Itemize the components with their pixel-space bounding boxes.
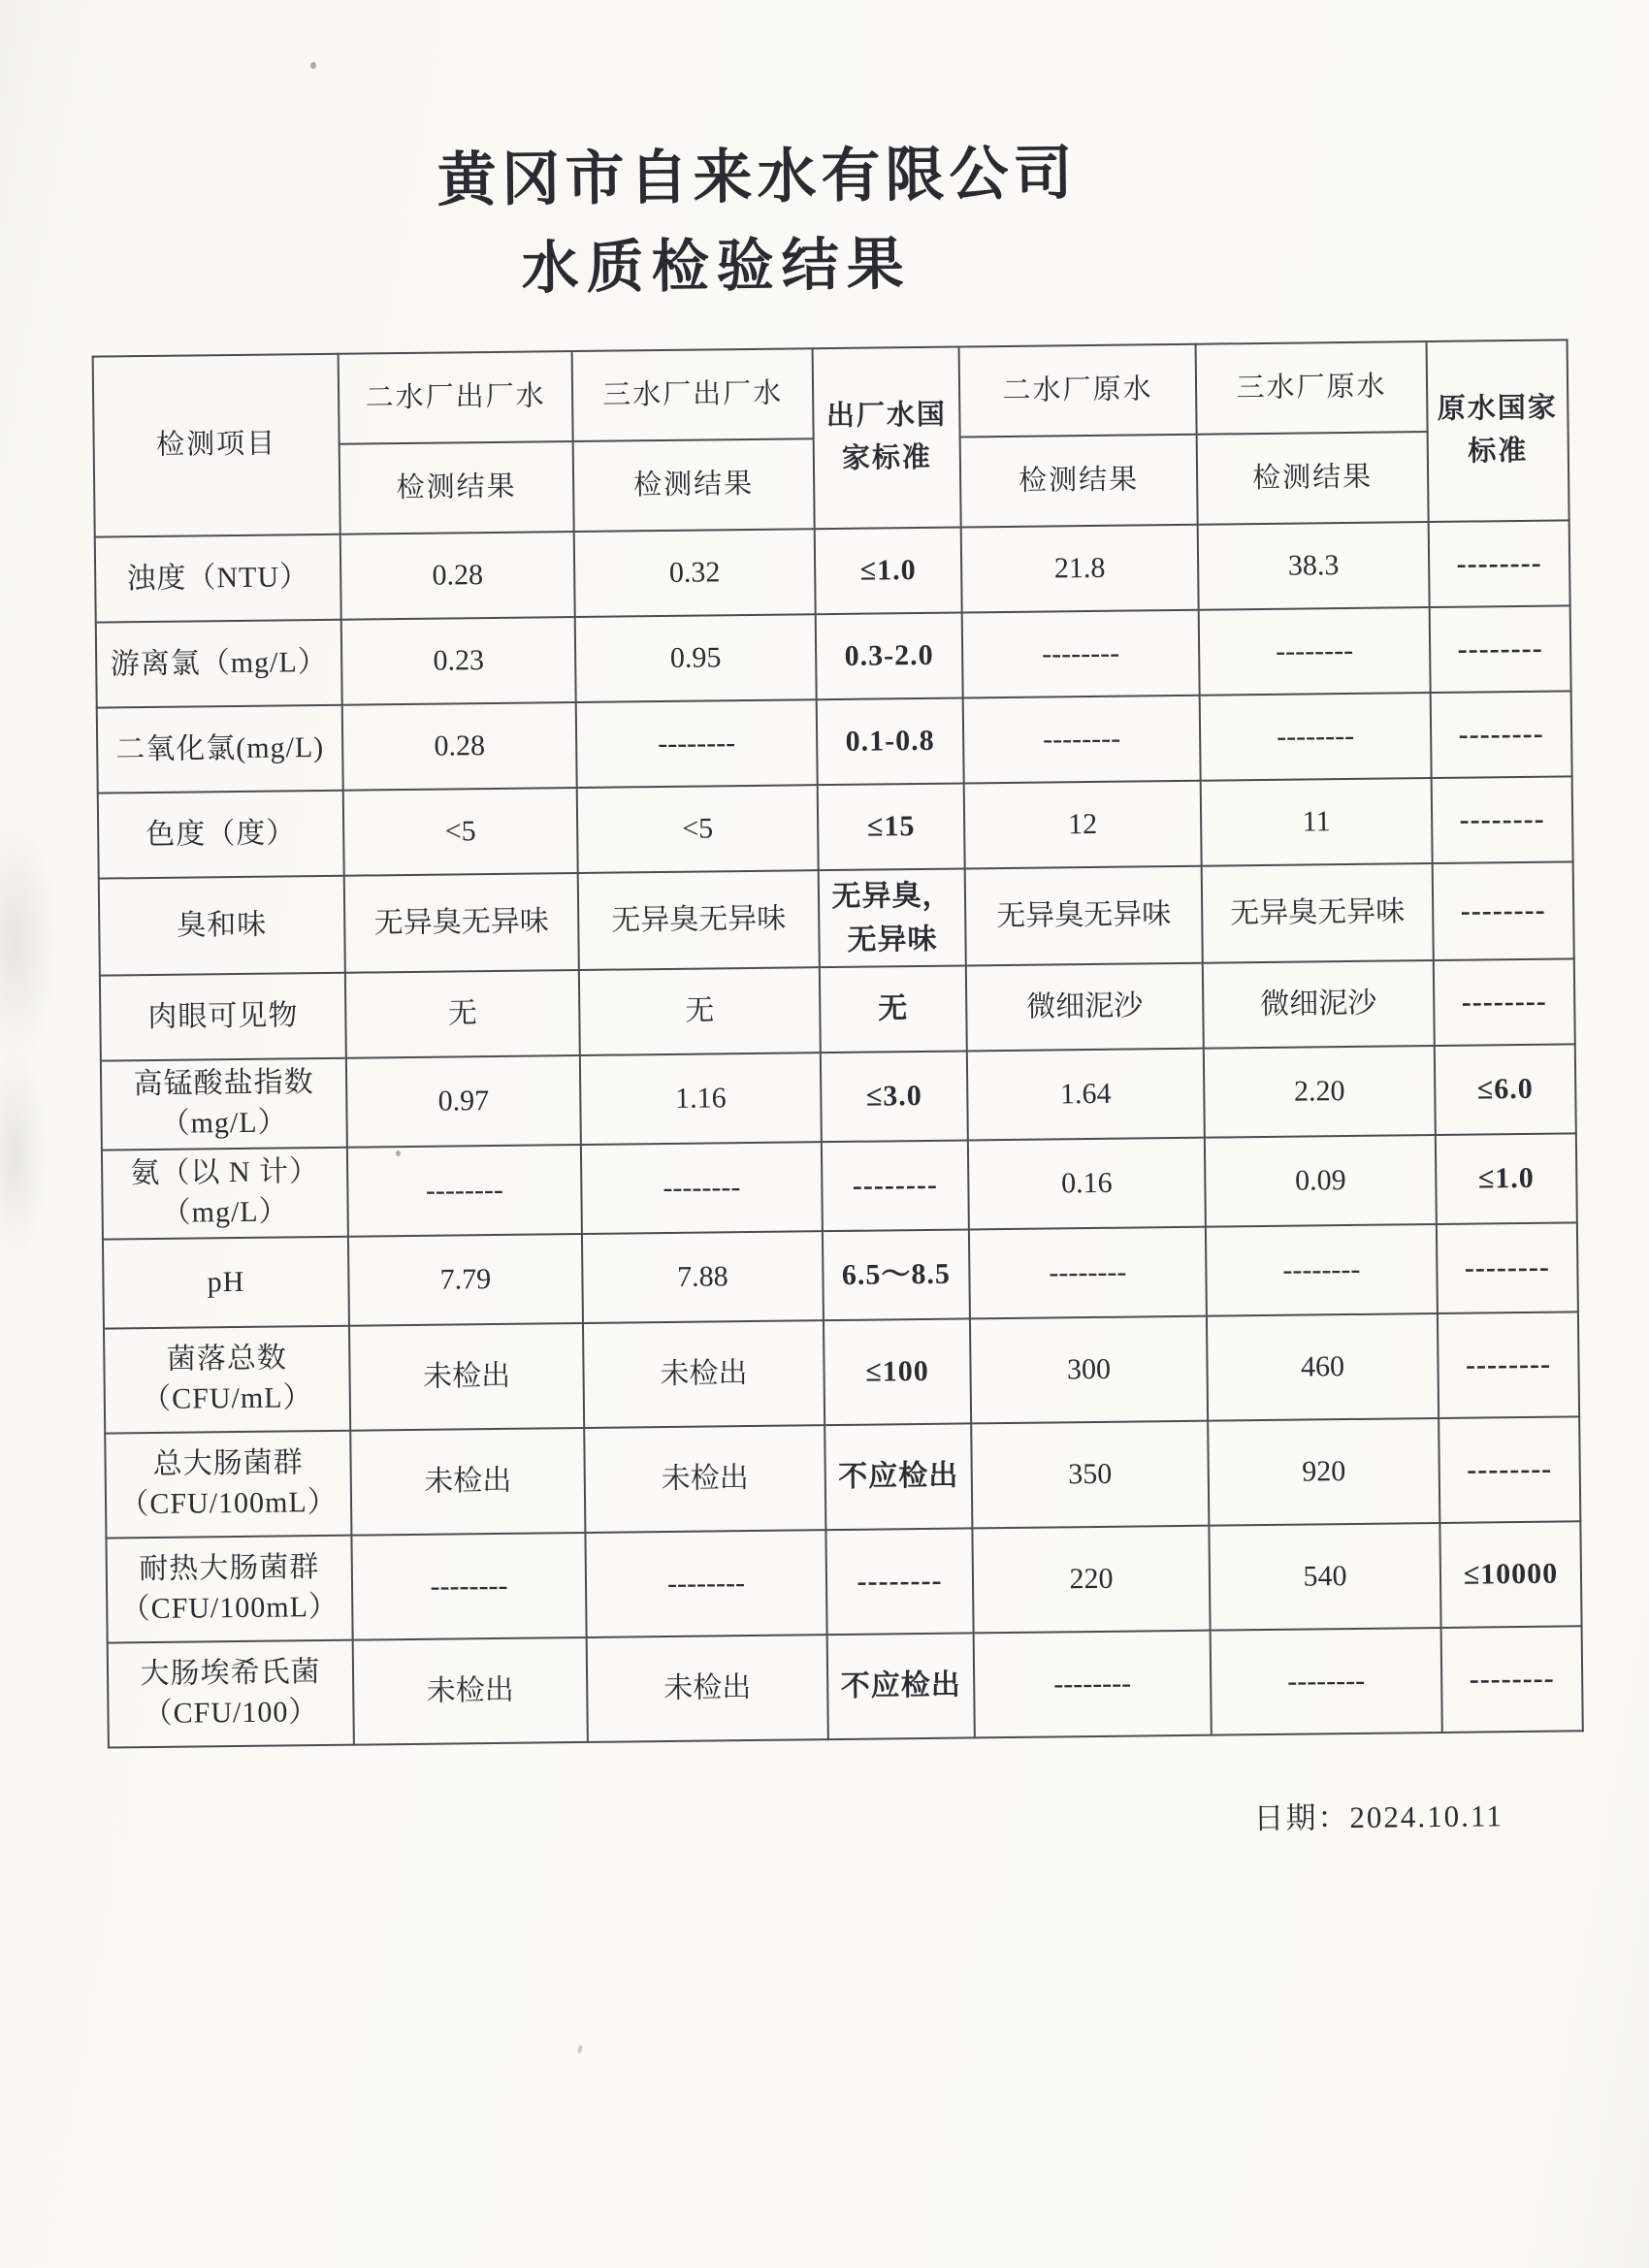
standard-cell: -------- [1441, 1626, 1583, 1733]
header-result-label: 检测结果 [340, 441, 574, 535]
result-cell: 0.95 [575, 614, 817, 702]
table-row [101, 1044, 1576, 1150]
result-cell: 0.28 [342, 702, 577, 791]
item-label-cell: 肉眼可见物 [100, 973, 346, 1061]
table-row [100, 958, 1575, 1060]
standard-cell: -------- [1439, 1416, 1580, 1523]
result-cell: 无 [579, 967, 821, 1055]
result-cell: 0.16 [968, 1138, 1206, 1230]
standard-cell: ≤3.0 [821, 1051, 968, 1142]
table-row [96, 605, 1571, 707]
standard-cell: -------- [1434, 958, 1575, 1046]
result-cell: 12 [964, 781, 1202, 869]
scan-speck [310, 62, 316, 69]
standard-cell: 6.5～8.5 [823, 1229, 970, 1320]
item-label-cell: 浊度（NTU） [95, 535, 341, 623]
item-label-cell: 游离氯（mg/L） [96, 620, 342, 708]
header-plant2-outlet: 二水厂出厂水 [339, 351, 573, 444]
table-row [102, 1133, 1577, 1239]
standard-cell [819, 868, 966, 967]
result-cell: 7.79 [348, 1234, 583, 1326]
header-raw-standard-label: 原水国家标准 [1437, 392, 1559, 468]
result-cell: -------- [1199, 607, 1431, 696]
standard-cell: -------- [1431, 691, 1572, 778]
standard-cell: ≤100 [824, 1318, 971, 1425]
result-cell: 2.20 [1204, 1046, 1436, 1138]
result-cell: -------- [962, 610, 1200, 698]
result-cell: 未检出 [584, 1425, 825, 1533]
item-label-cell: 色度（度） [98, 791, 344, 879]
header-plant2-raw: 二水厂原水 [959, 344, 1197, 437]
document-content [89, 115, 1583, 1850]
header-plant3-raw: 三水厂原水 [1196, 341, 1428, 435]
result-cell: -------- [963, 696, 1201, 784]
standard-cell: ≤1.0 [815, 527, 962, 614]
standard-cell: ≤15 [818, 783, 965, 870]
standard-cell: 不应检出 [824, 1423, 972, 1530]
result-cell: -------- [1211, 1628, 1442, 1735]
standard-cell: -------- [1429, 520, 1570, 607]
standard-cell: 0.3-2.0 [816, 612, 963, 699]
header-result-label: 检测结果 [1197, 432, 1429, 525]
result-cell: -------- [1206, 1224, 1438, 1316]
result-cell: 1.16 [580, 1053, 822, 1145]
item-label-cell: 大肠埃希氏菌 （CFU/100） [108, 1640, 354, 1748]
item-label-cell: 臭和味 [99, 876, 345, 976]
result-cell: 无异臭无异味 [1202, 863, 1434, 963]
table-row [103, 1222, 1578, 1328]
result-cell: -------- [351, 1533, 586, 1640]
result-cell: 无 [345, 970, 580, 1058]
standard-cell: ≤6.0 [1435, 1044, 1576, 1135]
result-cell: 未检出 [350, 1428, 585, 1536]
scan-speck [577, 2045, 584, 2055]
result-cell: 0.09 [1205, 1135, 1437, 1227]
table-row [104, 1312, 1579, 1433]
item-label-cell: pH [103, 1237, 349, 1329]
result-cell: 微细泥沙 [1203, 960, 1435, 1049]
header-plant3-outlet: 三水厂出厂水 [572, 348, 814, 441]
table-row [97, 691, 1572, 793]
result-cell: 0.97 [346, 1055, 581, 1148]
standard-cell: -------- [1438, 1312, 1579, 1418]
result-cell: 无异臭无异味 [578, 870, 820, 970]
item-label-cell: 总大肠菌群 （CFU/100mL） [105, 1431, 351, 1539]
result-cell: 0.32 [574, 529, 816, 617]
company-title: 黄冈市自来水有限公司 [436, 139, 1078, 215]
result-cell: 540 [1209, 1523, 1440, 1631]
result-cell: 460 [1207, 1313, 1439, 1421]
result-cell: 920 [1208, 1418, 1439, 1526]
result-cell: 7.88 [582, 1231, 824, 1323]
standard-cell: 0.1-0.8 [817, 697, 964, 785]
water-quality-table [92, 339, 1584, 1748]
header-row-groups [93, 340, 1568, 446]
result-cell: -------- [974, 1631, 1212, 1738]
result-cell: -------- [1200, 693, 1432, 781]
result-cell: -------- [969, 1227, 1207, 1319]
table-row [99, 861, 1574, 975]
header-result-label: 检测结果 [960, 435, 1198, 528]
report-date: 日期：2024.10.11 [1253, 1798, 1504, 1836]
standard-cell: -------- [1430, 605, 1571, 693]
result-cell: 350 [971, 1421, 1209, 1529]
standard-cell-text: 无异臭，无异味 [831, 879, 953, 956]
standard-cell: 不应检出 [827, 1633, 975, 1739]
table-row [108, 1626, 1583, 1747]
result-cell: 1.64 [967, 1049, 1205, 1141]
result-cell: -------- [581, 1142, 823, 1234]
item-label-cell: 耐热大肠菌群 （CFU/100mL） [106, 1536, 352, 1643]
result-cell: -------- [347, 1145, 582, 1237]
item-label-cell: 高锰酸盐指数 （mg/L） [101, 1058, 347, 1150]
result-cell: 未检出 [587, 1635, 828, 1742]
item-label-cell: 菌落总数 （CFU/mL） [104, 1326, 350, 1434]
standard-cell: 无 [820, 965, 967, 1053]
result-cell: 未检出 [353, 1637, 588, 1745]
header-outlet-standard-label: 出厂水国家标准 [825, 400, 948, 474]
report-title: 水质检验结果 [521, 230, 912, 302]
table-row [106, 1521, 1581, 1642]
standard-cell: -------- [1437, 1222, 1578, 1313]
result-cell: 未检出 [583, 1320, 824, 1428]
table-row [95, 520, 1570, 622]
header-item-column: 检测项目 [93, 354, 340, 537]
result-cell: 11 [1201, 778, 1433, 866]
item-label-cell: 氨（以 N 计） （mg/L） [102, 1148, 348, 1240]
standard-cell: ≤1.0 [1436, 1133, 1577, 1224]
result-cell: 0.23 [341, 617, 576, 705]
standard-cell: -------- [1433, 861, 1574, 960]
result-cell: 300 [970, 1316, 1208, 1424]
result-cell: 无异臭无异味 [344, 873, 579, 973]
result-cell: 38.3 [1198, 522, 1430, 610]
table-row [98, 776, 1573, 878]
scan-smudge [0, 1048, 48, 1261]
result-cell: <5 [343, 788, 578, 876]
header-result-label: 检测结果 [573, 438, 815, 532]
table-row [105, 1416, 1580, 1538]
header-raw-standard [1427, 340, 1569, 522]
scan-smudge [0, 815, 58, 1067]
result-cell: 未检出 [349, 1323, 584, 1431]
header-outlet-standard [813, 346, 961, 529]
standard-cell: ≤10000 [1439, 1521, 1581, 1628]
result-cell: -------- [585, 1530, 826, 1637]
standard-cell: -------- [822, 1140, 969, 1231]
result-cell: 220 [972, 1526, 1210, 1634]
result-cell: 0.28 [340, 532, 575, 620]
standard-cell: -------- [1432, 776, 1573, 863]
result-cell: 无异臭无异味 [965, 866, 1203, 966]
result-cell: <5 [577, 785, 819, 873]
result-cell: 微细泥沙 [966, 963, 1204, 1052]
result-cell: -------- [576, 699, 818, 788]
standard-cell: -------- [825, 1528, 973, 1635]
result-cell: 21.8 [961, 525, 1199, 613]
item-label-cell: 二氧化氯(mg/L) [97, 705, 343, 794]
